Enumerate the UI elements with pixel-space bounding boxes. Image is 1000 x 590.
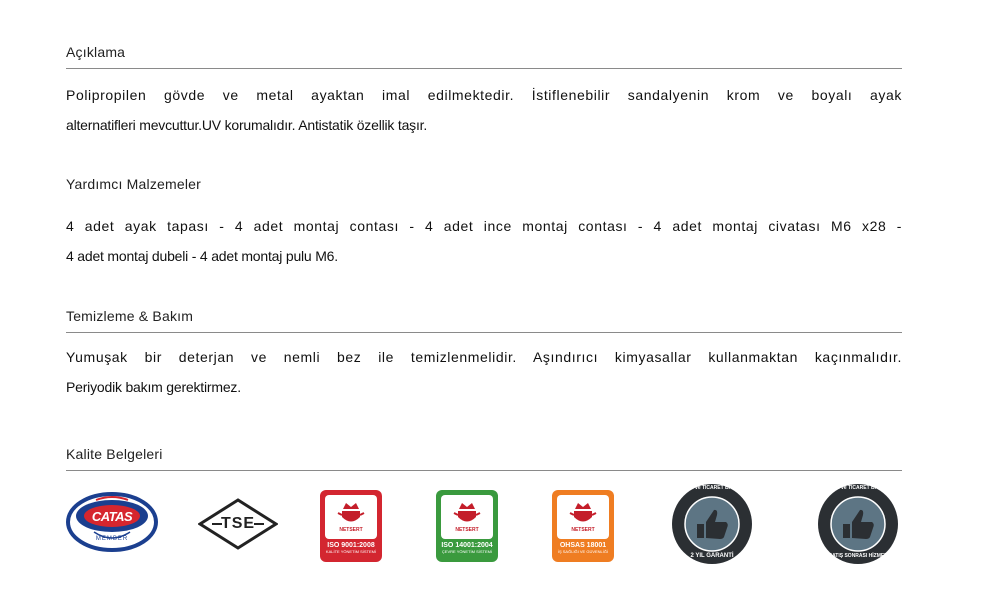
netsert-crest <box>325 495 377 539</box>
cleaning-text <box>66 342 902 402</box>
crown-shield-icon <box>452 501 482 527</box>
section-title: Açıklama <box>66 44 126 60</box>
netsert-label: NETSERT <box>571 527 595 533</box>
description-text <box>66 80 902 140</box>
section-header-temizleme <box>66 308 902 333</box>
section-header-kalite <box>66 446 902 471</box>
netsert-crest <box>441 495 493 539</box>
netsert-label: NETSERT <box>455 527 479 533</box>
section-title: Temizleme & Bakım <box>66 308 194 324</box>
accessories-text <box>66 211 902 271</box>
cleaning-line-2: Periyodik bakım gerektirmez. <box>66 379 241 395</box>
catas-brand: CATAS <box>91 509 133 524</box>
crown-shield-icon <box>568 501 598 527</box>
iso-9001-badge <box>320 490 382 562</box>
tse-text: TSE <box>220 515 256 532</box>
ohsas-subtitle: İŞ SAĞLIĞI VE GÜVENLİĞİ <box>557 549 609 554</box>
after-sales-label: SATIŞ SONRASI HİZMET <box>828 553 888 559</box>
ohsas-title: OHSAS 18001 <box>559 542 607 549</box>
warranty-label: 2 YIL GARANTİ <box>690 553 734 559</box>
divider <box>66 332 902 333</box>
warranty-ring-text: GÜMRÜK ve TİCARET BAKANLIĞI <box>671 485 753 491</box>
certificate-logos <box>66 485 902 568</box>
section-title: Yardımcı Malzemeler <box>66 176 202 192</box>
section-header-aciklama <box>66 44 902 69</box>
tse-logo <box>198 498 278 550</box>
ohsas-18001-badge <box>552 490 614 562</box>
crown-shield-icon <box>336 501 366 527</box>
description-line-1: Polipropilen gövde ve metal ayaktan imal edilmektedir. İstiflenebilir sandalyenin krom ve boyalı ayak <box>66 87 902 103</box>
iso-14001-badge <box>436 490 498 562</box>
catas-member-logo <box>66 492 158 552</box>
section-title: Kalite Belgeleri <box>66 446 163 462</box>
iso-14001-subtitle: ÇEVRE YÖNETİM SİSTEMİ <box>441 549 493 554</box>
accessories-line-2: 4 adet montaj dubeli - 4 adet montaj pulu M6. <box>66 248 338 264</box>
after-sales-ring-text: GÜMRÜK ve TİCARET BAKANLIĞI <box>817 485 899 491</box>
netsert-label: NETSERT <box>339 527 363 533</box>
netsert-crest <box>557 495 609 539</box>
iso-9001-title: ISO 9001:2008 <box>327 542 375 549</box>
divider <box>66 470 902 471</box>
warranty-seal <box>670 482 754 566</box>
divider <box>66 68 902 69</box>
after-sales-seal <box>816 482 900 566</box>
cleaning-line-1: Yumuşak bir deterjan ve nemli bez ile temizlenmelidir. Aşındırıcı kimyasallar kullanmaktan kaçınmalıdır. <box>66 349 902 365</box>
description-line-2: alternatifleri mevcuttur.UV korumalıdır. Antistatik özellik taşır. <box>66 117 428 133</box>
accessories-line-1: 4 adet ayak tapası - 4 adet montaj contası - 4 adet ince montaj contası - 4 adet montaj civatası M6 x28 - <box>66 218 902 234</box>
section-header-yardimci <box>66 176 201 192</box>
iso-9001-subtitle: KALİTE YÖNETİM SİSTEMİ <box>325 549 377 554</box>
iso-14001-title: ISO 14001:2004 <box>441 542 493 549</box>
catas-member-label: MEMBER <box>95 536 129 542</box>
